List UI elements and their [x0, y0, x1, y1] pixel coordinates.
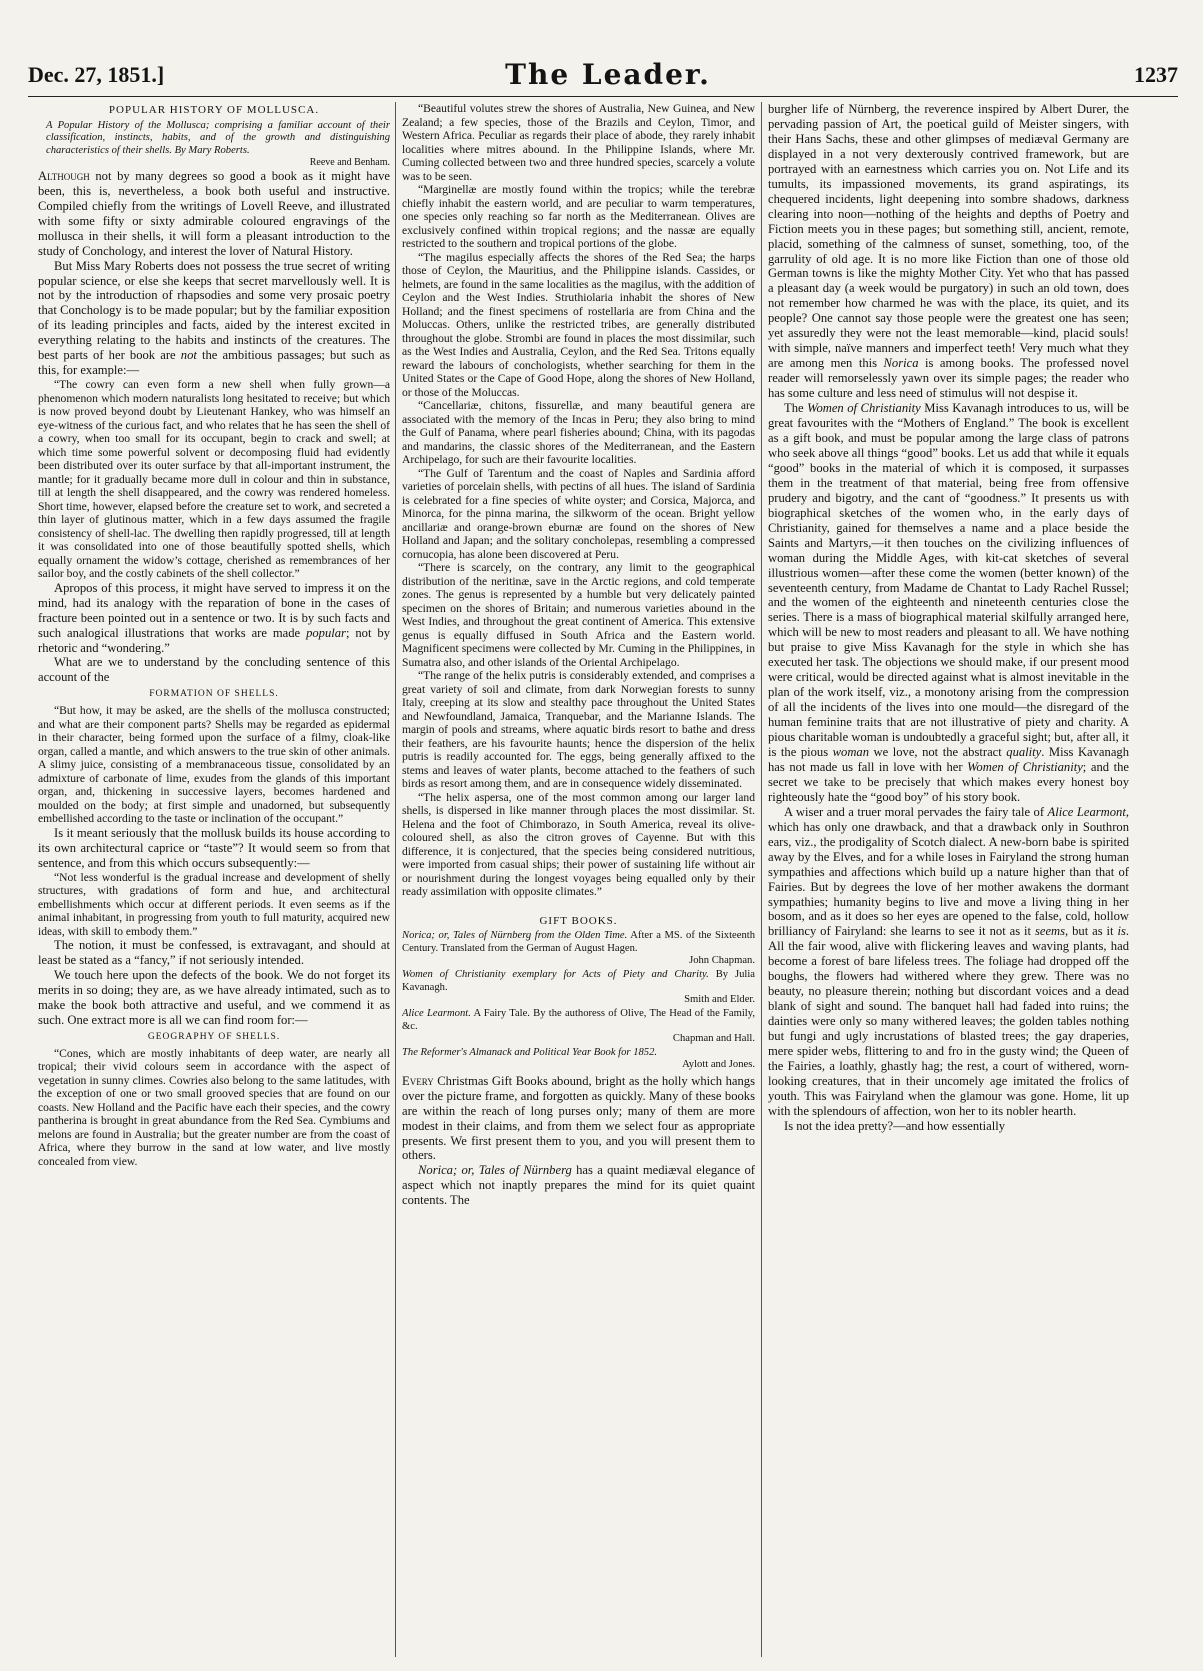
gift-book-entry [402, 969, 755, 1006]
gift-book-publisher: Chapman and Hall. [672, 1032, 755, 1044]
quotation: “Cones, which are mostly inhabitants of deep water, are nearly all tropical; their vivid colours seem in accordance with the aspect of vegetation in sunny climes. Cowries also belong to the same latitudes, with the exception of one or two small grooved species that are found on our coasts. New Holland and the Pacific have each their species, and the cowry pantherina is brought in great abundance from the Red Sea. Cymbiums and melons are found in Australia; but the greater number are from the coast of Africa, where they burrow in the sand at low water, and live mostly concealed from view. [38, 1046, 390, 1168]
quotation: “But how, it may be asked, are the shells of the mollusca constructed; and what are their component parts? Shells may be regarded as epidermal in their character, being formed upon the surface of a filmy, cloak-like organ, called a mantle, and which answers to the true skin of other animals. A slimy juice, consisting of a membranaceous tissue, consolidated by an admixture of carbonate of lime, exudes from the glands of this important organ, and, thickening in successive layers, becomes hardened and moulded on the body; at first simple and unadorned, but subsequently embellished according to the taste or inclination of the occupant.” [38, 704, 390, 826]
gift-book-publisher: John Chapman. [689, 955, 755, 967]
newspaper-title: The Leader. [505, 58, 711, 91]
column-3 [768, 102, 1129, 1657]
article-heading: POPULAR HISTORY OF MOLLUSCA. [108, 104, 320, 116]
paragraph [402, 1074, 755, 1164]
quotation: “There is scarcely, on the contrary, any limit to the geographical distribution of the neritinæ, save in the Arctic regions, and cold temperate zones. The genus is represented by a humble but very delicately painted specimen on the shores of Britain; and numerous varieties abound in the West Indies, and throughout the great continent of America. This extensive genus is equally diffused in South Africa and the Eastern world. Magnificent specimens were collected by Mr. Cuming in the Philippines, in Sumatra also, and other islands of the Oriental Archipelago. [402, 561, 755, 669]
paragraph-text: Christmas Gift Books abound, bright as the holly which hangs over the picture frame, and forgotten as quickly. Many of these books are within the reach of long purses only; many of them are more modest in their claims, and from them we select four as appropriate presents. We first present them to you, and you will present them to others. [402, 1073, 755, 1163]
paragraph-text: is among books. The professed novel reader will remorselessly yawn over its simple pages; the reader who has some culture and less need of stimulus will not despise it. [768, 356, 1129, 401]
page-number: 1237 [1134, 62, 1178, 87]
paragraph [768, 805, 1129, 1119]
emphasis: Norica; or, Tales of Nürnberg [418, 1163, 572, 1178]
paragraph-text: ; and the secret we take to be precisely that which makes every honest boy righteously hate the “good boy” of his story book. [768, 759, 1129, 804]
gift-books-heading: GIFT BOOKS. [539, 914, 618, 927]
emphasis: popular [306, 625, 346, 640]
quotation: “The helix aspersa, one of the most common among our larger land shells, is dispersed in like manner through places the most dissimilar. St. Helena and the foot of Chimborazo, in South America, reveal its olive-coloured shell, as also the citron groves of Cayenne. But with this difference, it is conjectured, that the species being considered nutritious, were imported from casual ships; their power of sustaining life without air or nourishment during the longest voyages being equalled only by their ready assimilation with opposite climates.” [402, 790, 755, 898]
paragraph-text: . Miss Kavanagh has not made us fall in love with her [768, 744, 1129, 774]
column-divider [395, 102, 396, 1657]
paragraph [768, 401, 1129, 805]
paragraph: What are we to understand by the concluding sentence of this account of the [38, 655, 390, 685]
gift-book-publisher: Smith and Elder. [684, 993, 755, 1005]
paragraph-text: the ambitious passages; but such as this, for example:— [38, 348, 390, 378]
quotation: “Marginellæ are mostly found within the tropics; while the terebræ chiefly inhabit the eastern world, and are peculiar to warm temperatures, one species only reaching so far north as the Mediterranean. Olives are exclusively confined within tropical regions; and the nassæ are equally restricted to the southern and tropical portions of the globe. [402, 183, 755, 250]
drop-word: Although [38, 168, 90, 183]
paragraph [38, 581, 390, 656]
gift-book-details: A Fairy Tale. By the authoress of Olive, The Head of the Family, &c. [402, 1008, 755, 1032]
paragraph: Is not the idea pretty?—and how essentially [784, 1118, 1006, 1133]
drop-word: Every [402, 1073, 434, 1088]
paragraph-text: Apropos of this process, it might have served to impress it on the mind, had its analogy with the reparation of bone in the cases of fracture been pointed out in a sentence or two. It is by such facts and such analogical illustrations that works are made [38, 580, 390, 640]
paragraph [768, 102, 1129, 401]
paragraph-text: burgher life of Nürnberg, the reverence inspired by Albert Durer, the pervading passion of Art, the poetical guild of Meister singers, with their Hans Sachs, these and other glimpses of mediæval Germany are displayed in a not very dexterously contrived framework, but are portrayed with an earnestness which carries you on. Not Life and its tumults, its impassioned movements, its grand aspiratings, its chequered incidents, light deepening into sombre shadows, darkness clearing into noon—nothing of the heights and depths of Poetry and Fiction meets you in these pages; but something still, ancient, remote, placid, something of the calmness of sunset, something, too, of the garrulity of old age. It is no more like Fiction than one of those old German towns is like the mighty Mother City. Yet who that has passed a pleasant day (a week would be purgatory) in such an old town, does not remember how charmed he was with the place, its quiet, and its people? One cannot say those people were the greatest one has seen; yet assuredly they were not the least memorable—kind, placid souls! with simple, naïve manners and imperfect teeth! Very much what they are among men this [768, 102, 1129, 371]
quotation: “Cancellariæ, chitons, fissurellæ, and many beautiful genera are associated with the memory of the Incas in Peru; they also bring to mind the Gulf of Panama, where pearl fisheries abound; China, with its pagodas and mandarins, the classic shores of the Mediterranean, and the Eastern Archipelago, for such are their favourite localities. [402, 399, 755, 466]
spacer [402, 899, 755, 913]
paragraph-text: , but as it [1065, 924, 1118, 939]
emphasis: not [180, 348, 197, 363]
paragraph-text: . All the fair wood, alive with flickering leaves and waving plants, had become a forest of bare lifeless trees. The foliage had dropped off the boughs, the flowers had withered where they grew. There was no beauty, no pleasure therein; nothing but discordant voices and a dead blank of sight and sound. The banquet hall had faded into ruins; the dainties were only so many withered leaves; the golden tables nothing but fungi and ugly incrustations of blasted trees; the gay draperies, mere spider webs, flittering to and fro in the gusty wind; the Queen of the Fairies, a loathly, ghastly hag; the rest, a court of withered, worn-looking creatures, that in their uncomely age imitated the frolics of youth. This was Fairyland when the glamour was gone. Home, lit up with the splendours of affection, won her to its nobler hearth. [768, 924, 1129, 1118]
gift-book-entry [402, 1008, 755, 1045]
column-divider [761, 102, 762, 1657]
sub-heading: GEOGRAPHY OF SHELLS. [147, 1031, 281, 1042]
book-publisher-line [38, 157, 390, 169]
masthead-rule [28, 96, 1178, 97]
emphasis: Norica [883, 356, 919, 371]
gift-book-title: The Reformer's Almanack and Political Year Book for 1852. [402, 1047, 658, 1059]
emphasis: is [1117, 924, 1126, 939]
gift-book-title: Alice Learmont. [402, 1008, 471, 1020]
paragraph [38, 169, 390, 259]
gift-book-entry [402, 1047, 755, 1072]
emphasis: Women of Christianity [807, 401, 921, 416]
paragraph-text: A wiser and a truer moral pervades the fairy tale of [784, 804, 1048, 819]
paragraph: We touch here upon the defects of the book. We do not forget its merits in so doing; they are, as we have already intimated, such as to make the book both attractive and useful, and we commend it as such. One extract more is all we can find room for:— [38, 968, 390, 1027]
column-2 [402, 102, 755, 1657]
issue-date: Dec. 27, 1851.] [28, 62, 165, 87]
quotation: “The cowry can even form a new shell when fully grown—a phenomenon which modern naturalists long hesitated to receive; but which is now proved beyond doubt by Lieutenant Hankey, who was himself an eye-witness of the curious fact, and who relates that he has seen the shell of a cowry, when too small for its occupant, begin to crack and swell; at which time some powerful solvent or decomposing fluid had evidently been distributed over its outer surface by that all-important instrument, the mantle; for it gradually became more dull in colour and thin in substance, till at length the shell disappeared, and the cowry was rendered homeless. Short time, however, elapsed before the creature set to work, and secreted a thin layer of glutinous matter, which in a few days assumed the fragile consistency of shell-lac. The dwelling then rapidly progressed, till at length it was consolidated into one of those beautifully spotted shells, which equally ornament the widow’s cottage, cherished as remembrances of her sailor boy, and the costly cabinets of the shell collector.” [38, 378, 390, 581]
paragraph-text: , which has only one drawback, and that a drawback only in Southron ears, viz., the prodigality of Scotch dialect. A new-born babe is spirited away by the Elves, and for a while loses in Fairyland the strong human sympathies and affections which build up a nature higher than that of Fairies. But by degrees the love of her mother awakens the dormant sympathies; humanity begins to live and move a living thing in her bosom, and as it does so her eyes are opened to the false, cold, hollow brilliancy of Fairyland: she learns to see it not as it [768, 804, 1129, 939]
emphasis: Alice Learmont [1047, 804, 1126, 819]
sub-heading: FORMATION OF SHELLS. [149, 689, 279, 700]
paragraph: Is it meant seriously that the mollusk builds its house according to its own architectural caprice or “taste”? It would seem so from that sentence, and from this which occurs subsequently:— [38, 825, 390, 870]
gift-book-title: Norica; or, Tales of Nürnberg from the Olden Time. [402, 930, 628, 942]
quotation: “The range of the helix putris is considerably extended, and comprises a great variety of soil and climate, from dark Norwegian forests to sunny Italy, creeping at its slow and stealthy pace throughout the United States and Newfoundland, Jamaica, Tranquebar, and the Marianne Islands. The margin of pools and streams, where aquatic birds resort to bathe and dress their feathers, are his favourite haunts; hence the dispersion of the helix putris is readily accounted for. The eggs, being generally affixed to the stems and leaves of water plants, become attached to the feathers of such birds as resort among them, and are in consequence widely disseminated. [402, 669, 755, 790]
paragraph-text: has a quaint mediæval elegance of aspect which not inaptly prepares the mind for its quiet quaint contents. The [402, 1163, 755, 1208]
gift-book-entry [402, 930, 755, 967]
paragraph-text: The [784, 401, 808, 416]
paragraph [402, 1163, 755, 1208]
gift-book-details: By Julia Kavanagh. [402, 969, 755, 993]
quotation: “Beautiful volutes strew the shores of Australia, New Guinea, and New Zealand; a few species, those of the Brazils and Ceylon, Timor, and Western Africa. Peculiar as regards their place of abode, they rarely inhabit localities where mitres abound. In the Philippine Islands, where Mr. Cuming collected between two and three hundred species, scarcely a volute was to be seen. [402, 102, 755, 183]
column-1 [38, 102, 390, 1657]
paragraph-text: But Miss Mary Roberts does not possess the true secret of writing popular science, or else she keeps that secret marvellously well. It is not by the introduction of rhapsodies and some very prosaic poetry that Conchology is to be made popular; but by the familiar exposition of its leading principles and facts, aided by the interest excited in everything relating to the habits and instincts of the creatures. The best parts of her book are [38, 258, 390, 363]
emphasis: Women of Christianity [967, 759, 1083, 774]
book-citation: A Popular History of the Mollusca; comprising a familiar account of their classification, instincts, habits, and of the growth and distinguishing characteristics of their shells. By Mary Roberts. [46, 119, 390, 156]
quotation: “Not less wonderful is the gradual increase and development of shelly structures, with gradations of form and hue, and architectural embellishments which occur at different periods. It even seems as if the animal inhabitant, in progressing from youth to full maturity, acquired new ideas, with skill to embody them.” [38, 870, 390, 938]
quotation: “The magilus especially affects the shores of the Red Sea; the harps those of Ceylon, the Mauritius, and the Philippine islands. Cassides, or helmets, are found in the same localities as the magilus, with the addition of Ceylon and the West Indies. Struthiolaria inhabit the shores of New Holland; and the finest specimens of rostellaria are from China and the Moluccas. Others, unlike the restricted tribes, are generally distributed throughout the globe. Strombi are found in places the most dissimilar, such as the West Indies and Australia, Ceylon, and the Red Sea. Tritons equally reward the labours of conchologists, whether searching for them in the United States or the Cape of Good Hope, along the shores of New Holland, or those of the Moluccas. [402, 250, 755, 399]
emphasis: woman [832, 744, 870, 759]
quotation: “The Gulf of Tarentum and the coast of Naples and Sardinia afford varieties of porcelain shells, with pectins of all hues. The island of Sardinia is celebrated for a fine species of white oyster; and Corsica, Majorca, and Minorca, for the pinna marina, the silkworm of the ocean. Bright yellow ancillariæ and orange-brown eburnæ are found on the shores of New Holland and Japan; and the solitary concholepas, resembling a compressed cornucopia, has alone been discovered at Peru. [402, 466, 755, 561]
paragraph-text: we love, not the abstract [869, 744, 1007, 759]
emphasis: quality [1006, 744, 1042, 759]
paragraph-text: ; not by rhetoric and “wondering.” [38, 625, 390, 655]
paragraph: The notion, it must be confessed, is extravagant, and should at least be stated as a “fancy,” if not seriously intended. [38, 938, 390, 968]
emphasis: seems [1034, 924, 1066, 939]
gift-book-details: After a MS. of the Sixteenth Century. Translated from the German of August Hagen. [402, 930, 755, 954]
book-publisher: Reeve and Benham. [309, 156, 390, 168]
paragraph-text: Miss Kavanagh introduces to us, will be great favourites with the “Mothers of England.” The book is excellent as a gift book, and must be popular among the large class of patrons who seek above all things “good” books. Let us add that while it equals “good” books in the material of which it is composed, it surpasses them in the treatment of that material, being free from offensive prudery and bigotry, and the cant of “goodness.” It presents us with biographical sketches of the women who, in the early days of Christianity, gained for themselves a name and a place beside the Saints and Martyrs,—it then touches on the civilizing influences of woman during the Middle Ages, with kit-cat sketches of several illustrious women—after these come the women (better known) of the seventeenth century, from Madame de Chantat to Lady Rachel Russel; and the women of the eighteenth and nineteenth centuries close the series. There is a mass of biographical material skilfully arranged here, which will be new to most readers and pleasant to all. We have nothing but praise to give Miss Kavanagh for the style in which she has executed her task. The objections we should make, if our present mood were critical, would be directed against what is almost inevitable in the plan of the work itself, viz., a monotony arising from the compression of all the incidents of the lives into one mould—the disregard of the human feminine traits that are not illustrative of piety and charity. A pious charitable woman is undoubtedly a graceful sight; but, after all, it is the pious [768, 401, 1129, 759]
paragraph-text: not by many degrees so good a book as it might have been, this is, nevertheless, a book both useful and instructive. Compiled chiefly from the writings of Lovell Reeve, and illustrated with some fifty or sixty admirable coloured engravings of the mollusca in their shells, it will form a pleasant introduction to the study of Conchology, and interest the lover of Natural History. [38, 168, 390, 258]
paragraph [38, 259, 390, 379]
gift-book-publisher: Aylott and Jones. [682, 1059, 755, 1071]
gift-book-title: Women of Christianity exemplary for Acts of Piety and Charity. [402, 969, 709, 981]
